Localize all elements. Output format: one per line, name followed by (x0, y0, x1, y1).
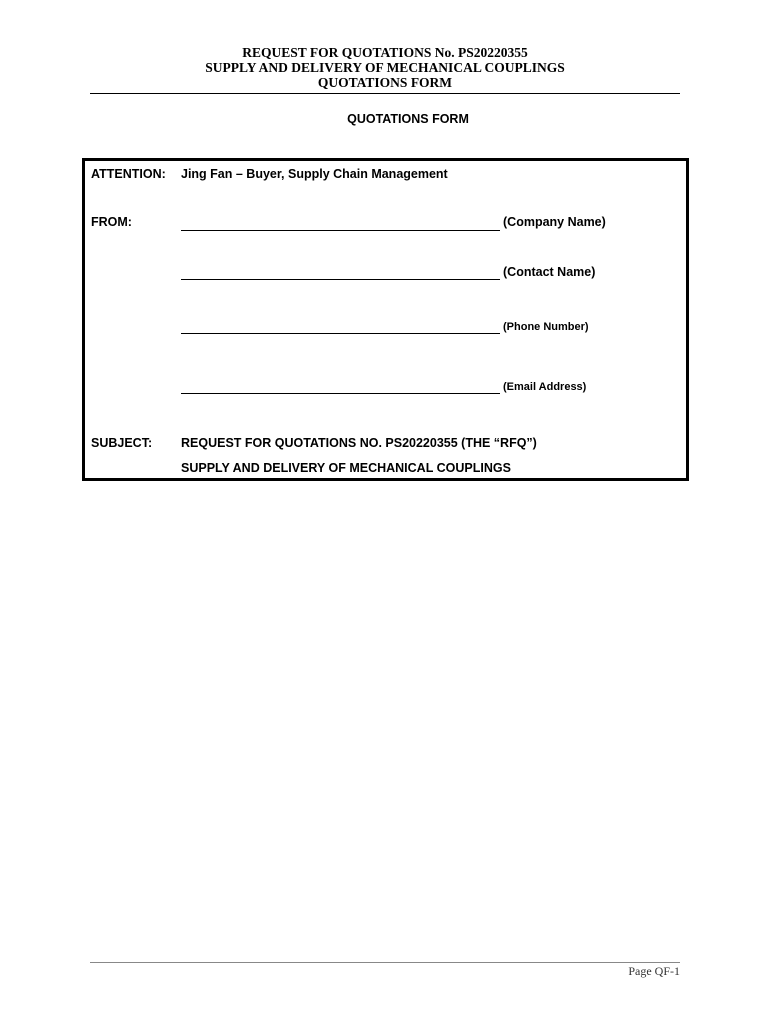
email-address-caption: (Email Address) (503, 381, 587, 393)
phone-number-field[interactable] (181, 333, 500, 334)
form-heading: QUOTATIONS FORM (347, 112, 469, 126)
contact-name-caption: (Contact Name) (503, 265, 596, 279)
subject-label: SUBJECT: (91, 436, 153, 450)
header-title-line-3: QUOTATIONS FORM (317, 75, 453, 90)
phone-number-caption: (Phone Number) (503, 321, 589, 333)
email-address-field[interactable] (181, 393, 500, 394)
subject-line-2: SUPPLY AND DELIVERY OF MECHANICAL COUPLINGS (181, 461, 511, 475)
quotation-form-box (82, 158, 689, 481)
contact-name-field[interactable] (181, 279, 500, 280)
company-name-field[interactable] (181, 230, 500, 231)
subject-line-1: REQUEST FOR QUOTATIONS NO. PS20220355 (THE “RFQ”) (181, 436, 537, 450)
document-header (90, 45, 680, 90)
page-number: Page QF-1 (628, 964, 680, 978)
header-divider (90, 93, 680, 94)
footer-divider (90, 962, 680, 963)
from-label: FROM: (91, 215, 132, 229)
company-name-caption: (Company Name) (503, 215, 606, 229)
header-title-line-1: REQUEST FOR QUOTATIONS No. PS20220355 (242, 45, 528, 60)
attention-value: Jing Fan – Buyer, Supply Chain Management (181, 167, 448, 181)
attention-label: ATTENTION: (91, 167, 166, 181)
header-title-line-2: SUPPLY AND DELIVERY OF MECHANICAL COUPLINGS (205, 60, 565, 75)
